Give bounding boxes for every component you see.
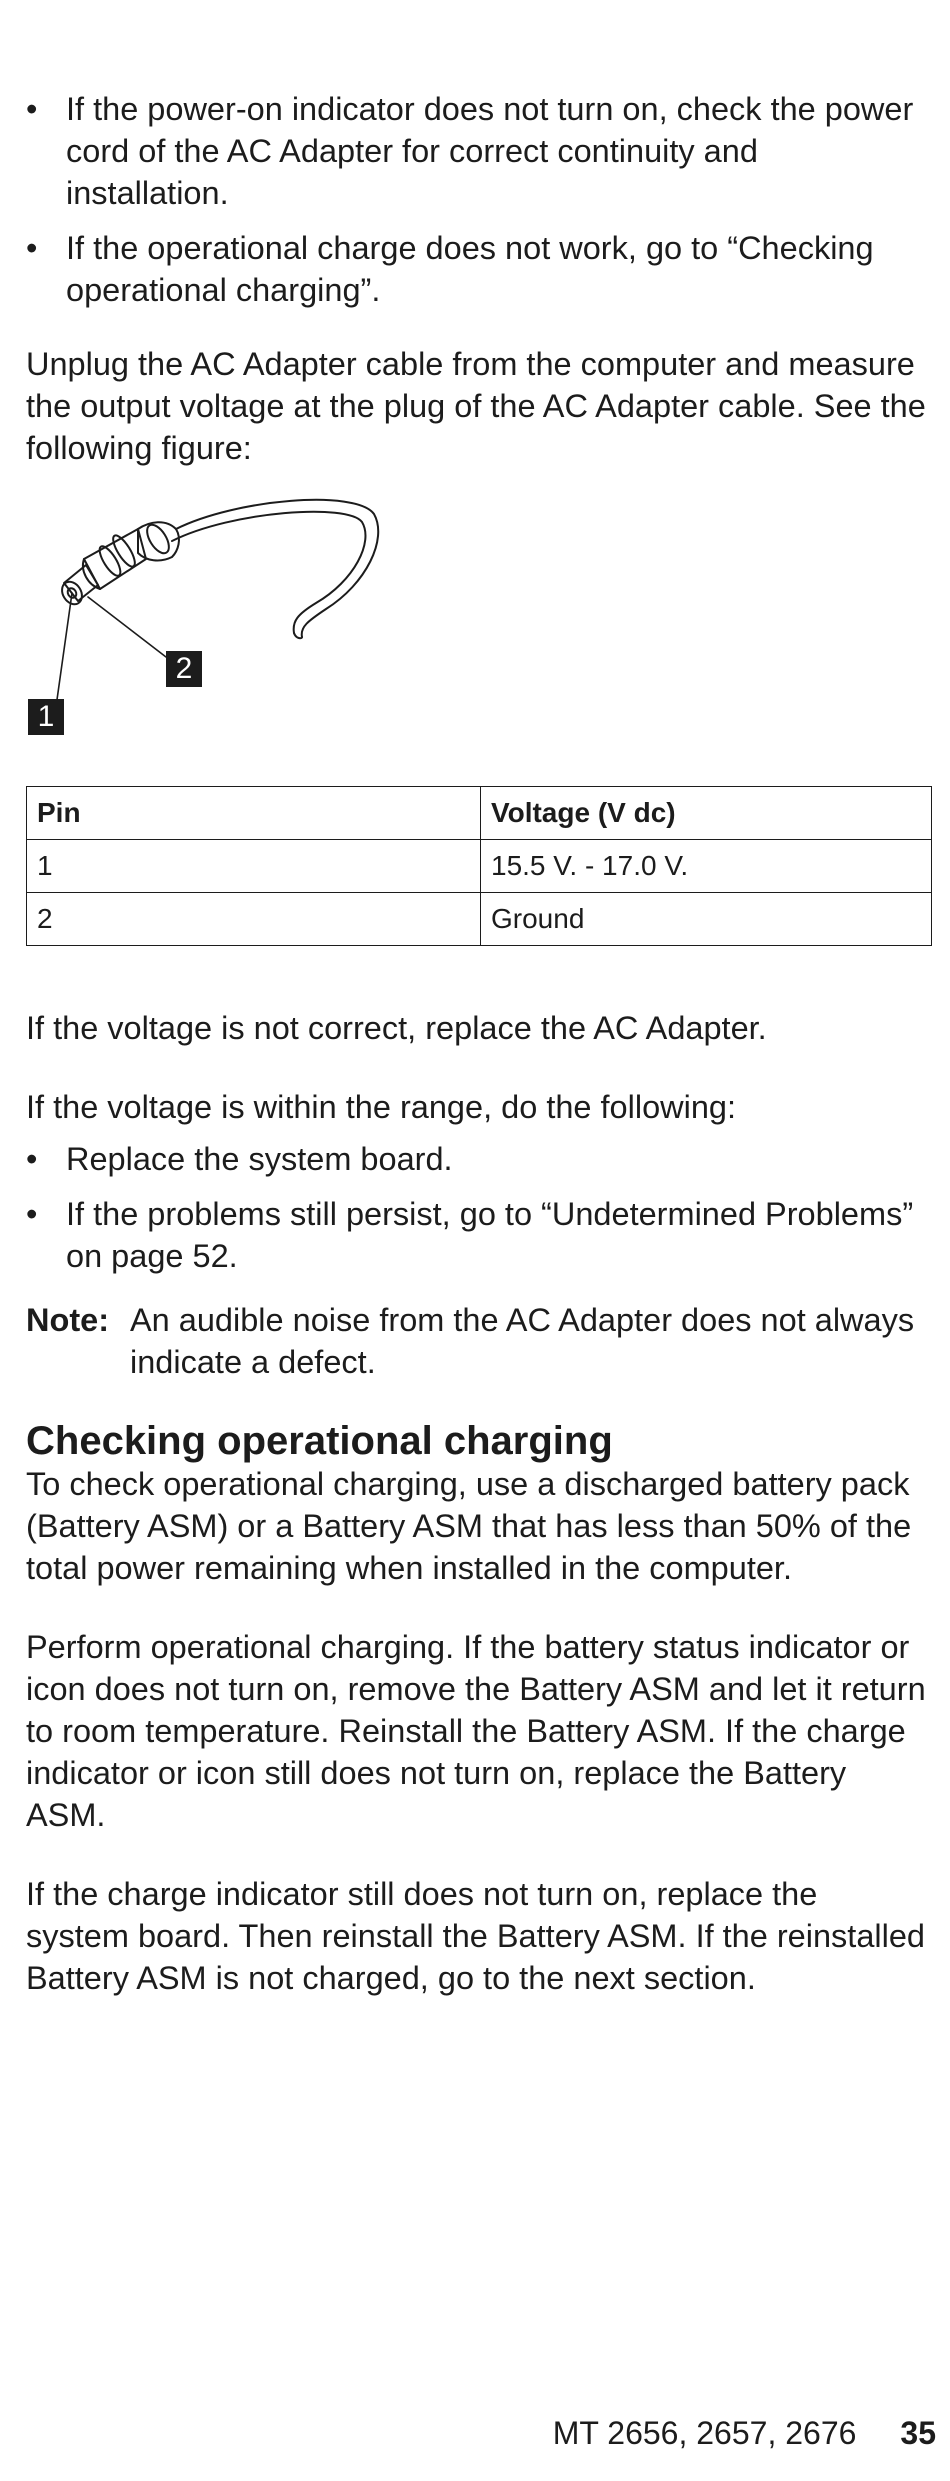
section-paragraph: If the charge indicator still does not turn on, replace the system board. Then reinstall the Battery ASM. If the reinstalled Battery ASM is not charged, go to the next section.: [26, 1876, 926, 1996]
section-paragraph: To check operational charging, use a discharged battery pack (Battery ASM) or a Battery ASM that has less than 50% of the total power remaining when installed in the computer.: [26, 1466, 912, 1586]
table-header-pin: Pin: [27, 787, 481, 840]
table-cell-voltage: Ground: [481, 893, 932, 946]
page-number: 35: [900, 2415, 936, 2451]
bullet-list-range: [26, 1138, 926, 1277]
paragraph-not-correct: If the voltage is not correct, replace the AC Adapter.: [26, 1010, 767, 1046]
paragraph-within-range: If the voltage is within the range, do the following:: [26, 1089, 737, 1125]
ac-adapter-plug-figure: [26, 489, 406, 739]
table-header-row: [27, 787, 932, 840]
callout-2: 2: [166, 651, 202, 687]
paragraph-unplug: Unplug the AC Adapter cable from the computer and measure the output voltage at the plug of the AC Adapter cable. See the following figure:: [26, 346, 926, 466]
callout-1: 1: [28, 699, 64, 735]
section-paragraph: Perform operational charging. If the battery status indicator or icon does not turn on, remove the Battery ASM and let it return to room temperature. Reinstall the Battery ASM. If the charge indicator or icon still does not turn on, replace the Battery ASM.: [26, 1629, 926, 1833]
bullet-item: • If the operational charge does not work, go to “Checking operational charging”.: [26, 227, 926, 311]
pin-voltage-table: [26, 786, 932, 946]
bullet-item: • If the problems still persist, go to “Undetermined Problems” on page 52.: [26, 1193, 926, 1277]
table-cell-voltage: 15.5 V. - 17.0 V.: [481, 840, 932, 893]
table-row: [27, 893, 932, 946]
ac-adapter-plug-illustration: [26, 489, 406, 739]
page-footer: [553, 2413, 936, 2453]
manual-page: [26, 0, 926, 1999]
bullet-item: • If the power-on indicator does not turn on, check the power cord of the AC Adapter for correct continuity and installation.: [26, 88, 926, 214]
bullet-item: • Replace the system board.: [26, 1138, 926, 1180]
section-heading: Checking operational charging: [26, 1419, 613, 1463]
table-row: [27, 840, 932, 893]
table-cell-pin: 1: [27, 840, 481, 893]
bullet-list-top: [26, 88, 926, 311]
footer-models: MT 2656, 2657, 2676: [552, 2415, 857, 2451]
note-block: [26, 1299, 926, 1383]
table-header-voltage: Voltage (V dc): [481, 787, 932, 840]
note-label: Note:: [26, 1302, 110, 1338]
note-text: An audible noise from the AC Adapter does not always indicate a defect.: [130, 1302, 915, 1380]
table-cell-pin: 2: [27, 893, 481, 946]
